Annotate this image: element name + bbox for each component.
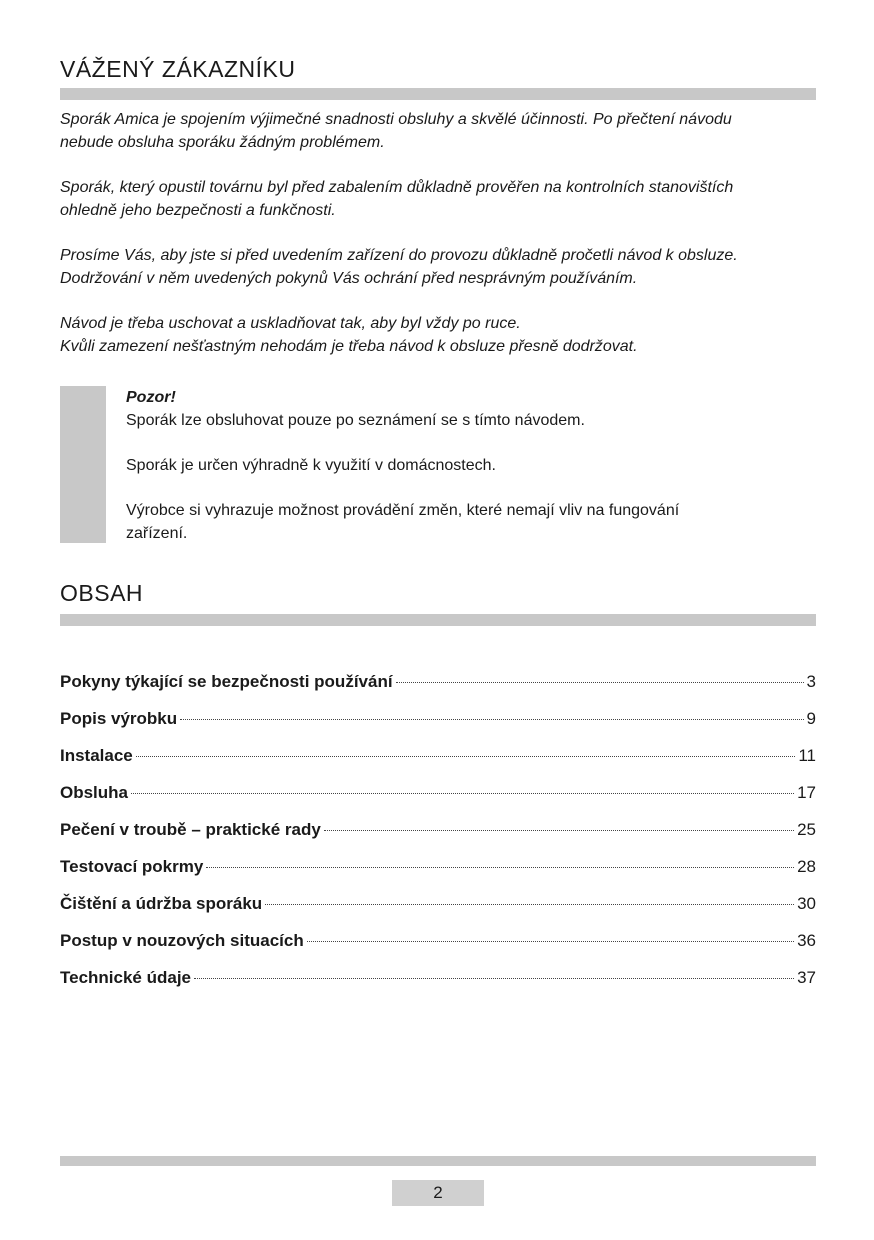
intro-paragraph <box>60 108 820 154</box>
toc-leader <box>307 941 794 942</box>
toc-page: 28 <box>797 857 816 876</box>
warning-box <box>126 386 816 567</box>
intro-paragraph <box>60 312 820 358</box>
toc-label: Pokyny týkající se bezpečnosti používání <box>60 672 393 691</box>
intro-line: Dodržování v něm uvedených pokynů Vás ochrání před nesprávným používáním. <box>60 270 638 287</box>
toc-leader <box>265 904 794 905</box>
toc-entry[interactable] <box>60 968 816 1005</box>
intro-paragraph <box>60 176 820 222</box>
toc-page: 30 <box>797 894 816 913</box>
toc-entry[interactable] <box>60 894 816 931</box>
intro-line: Prosíme Vás, aby jste si před uvedením zařízení do provozu důkladně pročetli návod k obsluze. <box>60 247 738 264</box>
intro-line: Sporák Amica je spojením výjimečné snadnosti obsluhy a skvělé účinnosti. Po přečtení návodu <box>60 111 732 128</box>
toc-label: Pečení v troubě – praktické rady <box>60 820 321 839</box>
contents-heading: OBSAH <box>60 580 144 606</box>
toc-label: Čištění a údržba sporáku <box>60 894 263 913</box>
toc-label: Obsluha <box>60 783 129 802</box>
heading-rule <box>60 88 816 100</box>
intro-line: Návod je třeba uschovat a uskladňovat tak, aby byl vždy po ruce. <box>60 315 521 332</box>
toc-page: 36 <box>797 931 816 950</box>
page-number: 2 <box>392 1180 484 1206</box>
toc-leader <box>324 830 794 831</box>
toc-entry[interactable] <box>60 746 816 783</box>
toc-page: 25 <box>797 820 816 839</box>
toc-leader <box>396 682 804 683</box>
toc-entry[interactable] <box>60 783 816 820</box>
warning-text: Výrobce si vyhrazuje možnost provádění změn, které nemají vliv na fungování <box>126 502 680 519</box>
warning-title: Pozor! <box>126 389 176 406</box>
toc-leader <box>180 719 803 720</box>
toc-label: Popis výrobku <box>60 709 178 728</box>
toc-leader <box>194 978 794 979</box>
intro-text <box>60 108 820 380</box>
intro-line: nebude obsluha sporáku žádným problémem. <box>60 134 385 151</box>
warning-text: zařízení. <box>126 525 188 542</box>
toc-entry[interactable] <box>60 709 816 746</box>
intro-line: ohledně jeho bezpečnosti a funkčnosti. <box>60 202 336 219</box>
toc-page: 3 <box>806 672 816 691</box>
toc-entry[interactable] <box>60 672 816 709</box>
toc-entry[interactable] <box>60 820 816 857</box>
warning-line: Sporák lze obsluhovat pouze po seznámení se s tímto návodem. <box>126 412 585 429</box>
toc-page: 9 <box>806 709 816 728</box>
toc-leader <box>136 756 796 757</box>
toc-leader <box>206 867 794 868</box>
footer-rule <box>60 1156 816 1166</box>
toc-page: 11 <box>798 746 816 765</box>
toc-page: 37 <box>797 968 816 987</box>
warning-side-bar <box>60 386 106 543</box>
table-of-contents <box>60 672 816 1005</box>
toc-entry[interactable] <box>60 931 816 968</box>
intro-paragraph <box>60 244 820 290</box>
intro-line: Sporák, který opustil továrnu byl před zabalením důkladně prověřen na kontrolních stanovištích <box>60 179 734 196</box>
toc-label: Testovací pokrmy <box>60 857 204 876</box>
toc-label: Instalace <box>60 746 133 765</box>
toc-label: Postup v nouzových situacích <box>60 931 304 950</box>
toc-label: Technické údaje <box>60 968 192 987</box>
warning-line: Sporák je určen výhradně k využití v domácnostech. <box>126 457 496 474</box>
welcome-heading: VÁŽENÝ ZÁKAZNÍKU <box>60 56 296 82</box>
toc-entry[interactable] <box>60 857 816 894</box>
toc-page: 17 <box>797 783 816 802</box>
contents-rule <box>60 614 816 626</box>
warning-line <box>126 499 816 545</box>
intro-line: Kvůli zamezení nešťastným nehodám je třeba návod k obsluze přesně dodržovat. <box>60 338 638 355</box>
toc-leader <box>131 793 794 794</box>
